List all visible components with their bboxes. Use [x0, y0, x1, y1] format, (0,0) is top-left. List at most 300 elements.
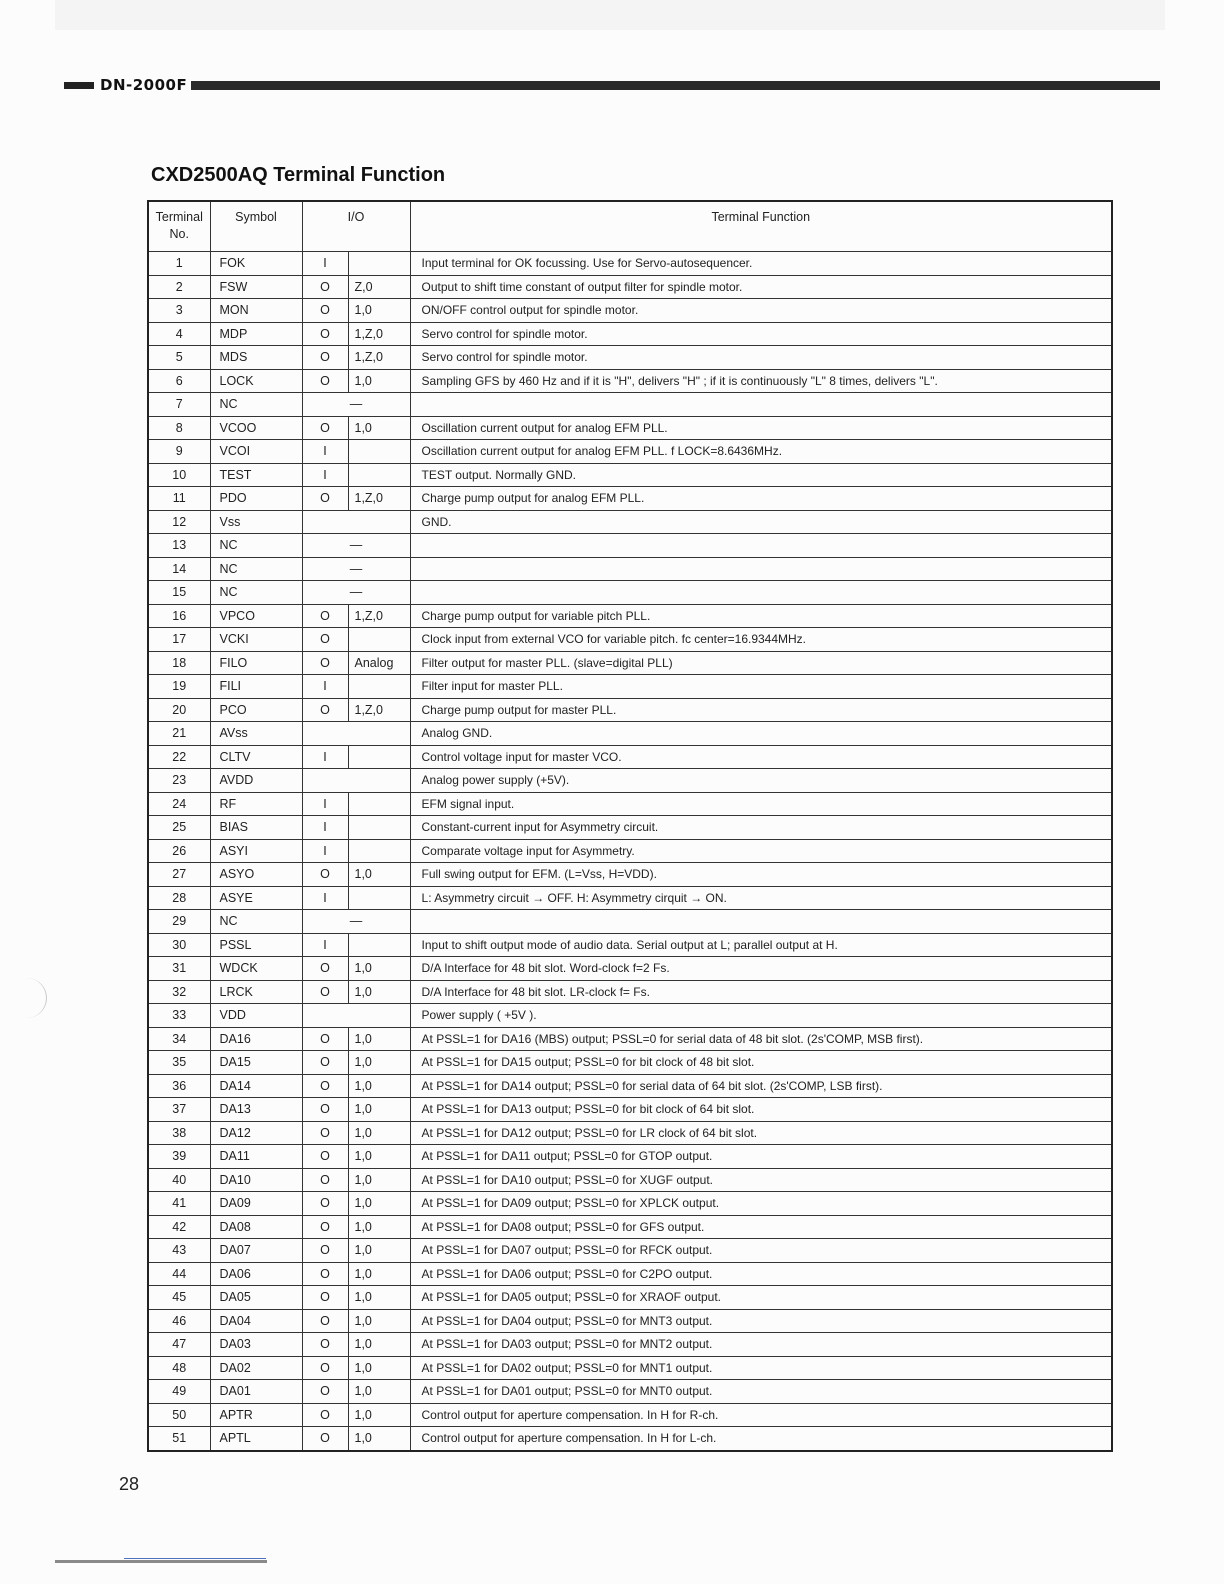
io-state-cell: 1,0: [348, 957, 410, 981]
function-cell: At PSSL=1 for DA16 (MBS) output; PSSL=0 for serial data of 48 bit slot. (2s'COMP, MSB first).: [410, 1027, 1112, 1051]
terminal-function-table-wrap: [147, 200, 1111, 1452]
io-direction-cell: O: [302, 1262, 348, 1286]
symbol-cell: AVss: [210, 722, 302, 746]
io-direction-cell: I: [302, 816, 348, 840]
function-cell: Charge pump output for analog EFM PLL.: [410, 487, 1112, 511]
terminal-no-cell: 20: [148, 698, 210, 722]
symbol-cell: DA11: [210, 1145, 302, 1169]
io-direction-cell: O: [302, 1239, 348, 1263]
io-direction-cell: O: [302, 1403, 348, 1427]
io-cell: [302, 769, 410, 793]
table-row: [148, 1239, 1112, 1263]
io-state-cell: Z,0: [348, 275, 410, 299]
io-direction-cell: I: [302, 792, 348, 816]
io-cell: —: [302, 910, 410, 934]
table-row: [148, 769, 1112, 793]
terminal-no-cell: 10: [148, 463, 210, 487]
function-cell: D/A Interface for 48 bit slot. Word-clock f=2 Fs.: [410, 957, 1112, 981]
io-state-cell: [348, 675, 410, 699]
io-direction-cell: O: [302, 1168, 348, 1192]
io-state-cell: 1,Z,0: [348, 322, 410, 346]
io-state-cell: [348, 440, 410, 464]
symbol-cell: LOCK: [210, 369, 302, 393]
table-row: [148, 369, 1112, 393]
io-direction-cell: O: [302, 1192, 348, 1216]
terminal-no-cell: 19: [148, 675, 210, 699]
io-direction-cell: O: [302, 980, 348, 1004]
function-cell: Clock input from external VCO for variable pitch. fc center=16.9344MHz.: [410, 628, 1112, 652]
table-row: [148, 1380, 1112, 1404]
symbol-cell: FILI: [210, 675, 302, 699]
io-direction-cell: O: [302, 416, 348, 440]
terminal-no-cell: 41: [148, 1192, 210, 1216]
terminal-no-cell: 24: [148, 792, 210, 816]
symbol-cell: DA03: [210, 1333, 302, 1357]
footer-mark: [55, 1560, 267, 1563]
terminal-no-cell: 21: [148, 722, 210, 746]
function-cell: [410, 534, 1112, 558]
symbol-cell: VCKI: [210, 628, 302, 652]
table-row: [148, 604, 1112, 628]
scan-hole-mark: [20, 978, 47, 1018]
header-function: [410, 201, 1112, 252]
io-state-cell: 1,0: [348, 1121, 410, 1145]
table-row: [148, 675, 1112, 699]
symbol-cell: CLTV: [210, 745, 302, 769]
terminal-no-cell: 22: [148, 745, 210, 769]
io-cell: [302, 722, 410, 746]
io-state-cell: 1,0: [348, 1098, 410, 1122]
table-row: [148, 957, 1112, 981]
io-direction-cell: I: [302, 675, 348, 699]
io-direction-cell: O: [302, 299, 348, 323]
table-row: [148, 299, 1112, 323]
function-cell: Full swing output for EFM. (L=Vss, H=VDD).: [410, 863, 1112, 887]
function-cell: Constant-current input for Asymmetry circuit.: [410, 816, 1112, 840]
io-state-cell: 1,0: [348, 863, 410, 887]
symbol-cell: WDCK: [210, 957, 302, 981]
io-state-cell: 1,0: [348, 1286, 410, 1310]
function-cell: Power supply ( +5V ).: [410, 1004, 1112, 1028]
io-cell: [302, 510, 410, 534]
io-direction-cell: O: [302, 628, 348, 652]
function-cell: Filter output for master PLL. (slave=digital PLL): [410, 651, 1112, 675]
io-state-cell: 1,0: [348, 1403, 410, 1427]
terminal-no-cell: 7: [148, 393, 210, 417]
header-lead-block: [64, 82, 94, 89]
function-cell: At PSSL=1 for DA03 output; PSSL=0 for MNT2 output.: [410, 1333, 1112, 1357]
function-cell: GND.: [410, 510, 1112, 534]
symbol-cell: ASYE: [210, 886, 302, 910]
io-state-cell: 1,Z,0: [348, 487, 410, 511]
io-direction-cell: O: [302, 1074, 348, 1098]
terminal-no-cell: 34: [148, 1027, 210, 1051]
symbol-cell: FSW: [210, 275, 302, 299]
symbol-cell: DA07: [210, 1239, 302, 1263]
function-cell: L: Asymmetry circuit → OFF. H: Asymmetry cirquit → ON.: [410, 886, 1112, 910]
function-cell: Filter input for master PLL.: [410, 675, 1112, 699]
table-row: [148, 839, 1112, 863]
table-row: [148, 722, 1112, 746]
symbol-cell: PSSL: [210, 933, 302, 957]
symbol-cell: NC: [210, 557, 302, 581]
io-state-cell: 1,0: [348, 1380, 410, 1404]
io-direction-cell: O: [302, 322, 348, 346]
function-cell: At PSSL=1 for DA13 output; PSSL=0 for bit clock of 64 bit slot.: [410, 1098, 1112, 1122]
io-direction-cell: O: [302, 346, 348, 370]
table-row: [148, 440, 1112, 464]
table-row: [148, 346, 1112, 370]
table-row: [148, 933, 1112, 957]
terminal-no-cell: 31: [148, 957, 210, 981]
io-state-cell: 1,0: [348, 1168, 410, 1192]
table-row: [148, 1004, 1112, 1028]
symbol-cell: DA06: [210, 1262, 302, 1286]
io-state-cell: 1,Z,0: [348, 346, 410, 370]
header-bar: [64, 76, 1160, 94]
io-state-cell: 1,0: [348, 299, 410, 323]
terminal-no-cell: 39: [148, 1145, 210, 1169]
terminal-function-table: [147, 200, 1113, 1452]
function-cell: At PSSL=1 for DA11 output; PSSL=0 for GTOP output.: [410, 1145, 1112, 1169]
io-direction-cell: O: [302, 1215, 348, 1239]
terminal-no-cell: 40: [148, 1168, 210, 1192]
function-cell: Comparate voltage input for Asymmetry.: [410, 839, 1112, 863]
footer-line: [124, 1558, 266, 1559]
symbol-cell: DA09: [210, 1192, 302, 1216]
header-rule: [191, 81, 1160, 90]
symbol-cell: Vss: [210, 510, 302, 534]
table-row: [148, 557, 1112, 581]
symbol-cell: MDP: [210, 322, 302, 346]
symbol-cell: AVDD: [210, 769, 302, 793]
symbol-cell: ASYO: [210, 863, 302, 887]
table-row: [148, 275, 1112, 299]
header-symbol-label: Symbol: [235, 210, 277, 224]
io-cell: [302, 1004, 410, 1028]
table-row: [148, 1215, 1112, 1239]
io-state-cell: 1,0: [348, 1427, 410, 1451]
symbol-cell: MDS: [210, 346, 302, 370]
terminal-no-cell: 35: [148, 1051, 210, 1075]
symbol-cell: TEST: [210, 463, 302, 487]
io-state-cell: [348, 745, 410, 769]
symbol-cell: PDO: [210, 487, 302, 511]
table-row: [148, 1051, 1112, 1075]
function-cell: At PSSL=1 for DA07 output; PSSL=0 for RFCK output.: [410, 1239, 1112, 1263]
function-cell: Control output for aperture compensation. In H for R-ch.: [410, 1403, 1112, 1427]
io-state-cell: 1,0: [348, 1239, 410, 1263]
terminal-no-cell: 49: [148, 1380, 210, 1404]
io-state-cell: 1,0: [348, 416, 410, 440]
terminal-no-cell: 27: [148, 863, 210, 887]
io-state-cell: [348, 886, 410, 910]
symbol-cell: DA13: [210, 1098, 302, 1122]
io-state-cell: [348, 792, 410, 816]
io-direction-cell: I: [302, 463, 348, 487]
table-row: [148, 1403, 1112, 1427]
io-direction-cell: I: [302, 839, 348, 863]
io-state-cell: 1,0: [348, 1074, 410, 1098]
terminal-no-cell: 29: [148, 910, 210, 934]
table-row: [148, 1168, 1112, 1192]
table-row: [148, 1027, 1112, 1051]
io-direction-cell: O: [302, 1286, 348, 1310]
table-row: [148, 393, 1112, 417]
terminal-no-cell: 47: [148, 1333, 210, 1357]
symbol-cell: LRCK: [210, 980, 302, 1004]
symbol-cell: APTL: [210, 1427, 302, 1451]
function-cell: Servo control for spindle motor.: [410, 322, 1112, 346]
function-cell: Servo control for spindle motor.: [410, 346, 1112, 370]
function-cell: Control output for aperture compensation. In H for L-ch.: [410, 1427, 1112, 1451]
function-cell: EFM signal input.: [410, 792, 1112, 816]
table-row: [148, 1356, 1112, 1380]
symbol-cell: BIAS: [210, 816, 302, 840]
function-cell: Analog GND.: [410, 722, 1112, 746]
table-row: [148, 1098, 1112, 1122]
io-state-cell: 1,0: [348, 1192, 410, 1216]
symbol-cell: DA15: [210, 1051, 302, 1075]
terminal-no-cell: 11: [148, 487, 210, 511]
header-io-label: I/O: [347, 210, 365, 224]
io-direction-cell: O: [302, 604, 348, 628]
function-cell: ON/OFF control output for spindle motor.: [410, 299, 1112, 323]
terminal-no-cell: 33: [148, 1004, 210, 1028]
symbol-cell: VPCO: [210, 604, 302, 628]
symbol-cell: NC: [210, 910, 302, 934]
table-row: [148, 698, 1112, 722]
symbol-cell: DA04: [210, 1309, 302, 1333]
symbol-cell: VDD: [210, 1004, 302, 1028]
table-row: [148, 980, 1112, 1004]
io-direction-cell: I: [302, 745, 348, 769]
function-cell: Oscillation current output for analog EFM PLL.: [410, 416, 1112, 440]
terminal-no-cell: 8: [148, 416, 210, 440]
table-row: [148, 581, 1112, 605]
io-state-cell: 1,0: [348, 1215, 410, 1239]
io-cell: —: [302, 557, 410, 581]
symbol-cell: DA12: [210, 1121, 302, 1145]
io-cell: —: [302, 581, 410, 605]
page-number: 28: [119, 1474, 140, 1494]
function-cell: At PSSL=1 for DA10 output; PSSL=0 for XUGF output.: [410, 1168, 1112, 1192]
function-cell: At PSSL=1 for DA06 output; PSSL=0 for C2PO output.: [410, 1262, 1112, 1286]
function-cell: Output to shift time constant of output filter for spindle motor.: [410, 275, 1112, 299]
header-io: [302, 201, 410, 252]
terminal-no-cell: 42: [148, 1215, 210, 1239]
terminal-no-cell: 44: [148, 1262, 210, 1286]
terminal-no-cell: 45: [148, 1286, 210, 1310]
table-row: [148, 510, 1112, 534]
terminal-no-cell: 50: [148, 1403, 210, 1427]
io-state-cell: [348, 252, 410, 276]
terminal-no-cell: 17: [148, 628, 210, 652]
io-state-cell: 1,0: [348, 1027, 410, 1051]
header-function-label: Terminal Function: [711, 210, 811, 224]
scan-edge: [55, 0, 1165, 30]
table-row: [148, 910, 1112, 934]
function-cell: At PSSL=1 for DA02 output; PSSL=0 for MNT1 output.: [410, 1356, 1112, 1380]
function-cell: At PSSL=1 for DA14 output; PSSL=0 for serial data of 64 bit slot. (2s'COMP, LSB first).: [410, 1074, 1112, 1098]
symbol-cell: DA02: [210, 1356, 302, 1380]
function-cell: At PSSL=1 for DA15 output; PSSL=0 for bit clock of 48 bit slot.: [410, 1051, 1112, 1075]
symbol-cell: DA01: [210, 1380, 302, 1404]
io-direction-cell: O: [302, 1356, 348, 1380]
function-cell: [410, 910, 1112, 934]
io-direction-cell: O: [302, 487, 348, 511]
io-state-cell: [348, 816, 410, 840]
function-cell: [410, 557, 1112, 581]
table-row: [148, 487, 1112, 511]
io-direction-cell: O: [302, 1309, 348, 1333]
table-row: [148, 416, 1112, 440]
function-cell: [410, 393, 1112, 417]
terminal-no-cell: 23: [148, 769, 210, 793]
io-direction-cell: O: [302, 1098, 348, 1122]
io-state-cell: 1,0: [348, 1051, 410, 1075]
io-state-cell: [348, 463, 410, 487]
function-cell: D/A Interface for 48 bit slot. LR-clock f= Fs.: [410, 980, 1112, 1004]
table-row: [148, 1192, 1112, 1216]
table-row: [148, 1121, 1112, 1145]
io-state-cell: 1,0: [348, 1356, 410, 1380]
io-direction-cell: O: [302, 275, 348, 299]
terminal-no-cell: 4: [148, 322, 210, 346]
table-row: [148, 1262, 1112, 1286]
table-row: [148, 322, 1112, 346]
symbol-cell: FOK: [210, 252, 302, 276]
io-state-cell: 1,Z,0: [348, 698, 410, 722]
terminal-no-cell: 30: [148, 933, 210, 957]
table-row: [148, 1145, 1112, 1169]
terminal-no-cell: 5: [148, 346, 210, 370]
terminal-no-cell: 43: [148, 1239, 210, 1263]
symbol-cell: DA14: [210, 1074, 302, 1098]
terminal-no-cell: 36: [148, 1074, 210, 1098]
io-direction-cell: O: [302, 651, 348, 675]
symbol-cell: DA08: [210, 1215, 302, 1239]
terminal-no-cell: 14: [148, 557, 210, 581]
symbol-cell: FILO: [210, 651, 302, 675]
table-row: [148, 863, 1112, 887]
symbol-cell: PCO: [210, 698, 302, 722]
symbol-cell: NC: [210, 393, 302, 417]
io-state-cell: 1,0: [348, 369, 410, 393]
function-cell: At PSSL=1 for DA01 output; PSSL=0 for MNT0 output.: [410, 1380, 1112, 1404]
table-row: [148, 252, 1112, 276]
function-cell: At PSSL=1 for DA12 output; PSSL=0 for LR clock of 64 bit slot.: [410, 1121, 1112, 1145]
terminal-no-cell: 1: [148, 252, 210, 276]
function-cell: Charge pump output for master PLL.: [410, 698, 1112, 722]
io-state-cell: Analog: [348, 651, 410, 675]
io-direction-cell: I: [302, 440, 348, 464]
table-body: [148, 252, 1112, 1451]
function-cell: At PSSL=1 for DA09 output; PSSL=0 for XPLCK output.: [410, 1192, 1112, 1216]
symbol-cell: VCOI: [210, 440, 302, 464]
io-cell: —: [302, 534, 410, 558]
table-row: [148, 651, 1112, 675]
io-state-cell: [348, 933, 410, 957]
io-cell: —: [302, 393, 410, 417]
function-cell: Charge pump output for variable pitch PLL.: [410, 604, 1112, 628]
table-row: [148, 792, 1112, 816]
symbol-cell: DA16: [210, 1027, 302, 1051]
symbol-cell: ASYI: [210, 839, 302, 863]
terminal-no-cell: 37: [148, 1098, 210, 1122]
table-row: [148, 1333, 1112, 1357]
symbol-cell: DA05: [210, 1286, 302, 1310]
terminal-no-cell: 26: [148, 839, 210, 863]
terminal-no-cell: 6: [148, 369, 210, 393]
terminal-no-cell: 2: [148, 275, 210, 299]
table-row: [148, 628, 1112, 652]
terminal-no-cell: 16: [148, 604, 210, 628]
table-row: [148, 1427, 1112, 1451]
function-cell: Analog power supply (+5V).: [410, 769, 1112, 793]
terminal-no-cell: 25: [148, 816, 210, 840]
io-direction-cell: O: [302, 698, 348, 722]
function-cell: At PSSL=1 for DA05 output; PSSL=0 for XRAOF output.: [410, 1286, 1112, 1310]
io-direction-cell: O: [302, 1427, 348, 1451]
terminal-no-cell: 18: [148, 651, 210, 675]
terminal-no-cell: 46: [148, 1309, 210, 1333]
function-cell: At PSSL=1 for DA08 output; PSSL=0 for GFS output.: [410, 1215, 1112, 1239]
io-direction-cell: O: [302, 1380, 348, 1404]
header-terminal-no-label: Terminal No.: [155, 210, 203, 241]
symbol-cell: NC: [210, 534, 302, 558]
io-direction-cell: O: [302, 1145, 348, 1169]
terminal-no-cell: 51: [148, 1427, 210, 1451]
io-state-cell: 1,Z,0: [348, 604, 410, 628]
io-state-cell: 1,0: [348, 1333, 410, 1357]
header-terminal-no: [148, 201, 210, 252]
io-direction-cell: O: [302, 1121, 348, 1145]
table-row: [148, 1074, 1112, 1098]
symbol-cell: RF: [210, 792, 302, 816]
io-direction-cell: I: [302, 886, 348, 910]
table-row: [148, 1309, 1112, 1333]
io-state-cell: 1,0: [348, 1309, 410, 1333]
terminal-no-cell: 3: [148, 299, 210, 323]
io-state-cell: 1,0: [348, 980, 410, 1004]
table-row: [148, 886, 1112, 910]
terminal-no-cell: 12: [148, 510, 210, 534]
terminal-no-cell: 48: [148, 1356, 210, 1380]
terminal-no-cell: 15: [148, 581, 210, 605]
symbol-cell: DA10: [210, 1168, 302, 1192]
io-state-cell: 1,0: [348, 1262, 410, 1286]
table-row: [148, 463, 1112, 487]
io-state-cell: [348, 628, 410, 652]
symbol-cell: VCOO: [210, 416, 302, 440]
function-cell: TEST output. Normally GND.: [410, 463, 1112, 487]
function-cell: Oscillation current output for analog EFM PLL. f LOCK=8.6436MHz.: [410, 440, 1112, 464]
io-direction-cell: O: [302, 369, 348, 393]
table-row: [148, 1286, 1112, 1310]
terminal-no-cell: 32: [148, 980, 210, 1004]
function-cell: [410, 581, 1112, 605]
io-direction-cell: I: [302, 252, 348, 276]
terminal-no-cell: 28: [148, 886, 210, 910]
page-title: CXD2500AQ Terminal Function: [151, 164, 446, 186]
function-cell: Control voltage input for master VCO.: [410, 745, 1112, 769]
table-row: [148, 816, 1112, 840]
table-header-row: [148, 201, 1112, 252]
io-state-cell: 1,0: [348, 1145, 410, 1169]
model-name: DN-2000F: [100, 76, 188, 94]
io-direction-cell: O: [302, 1051, 348, 1075]
